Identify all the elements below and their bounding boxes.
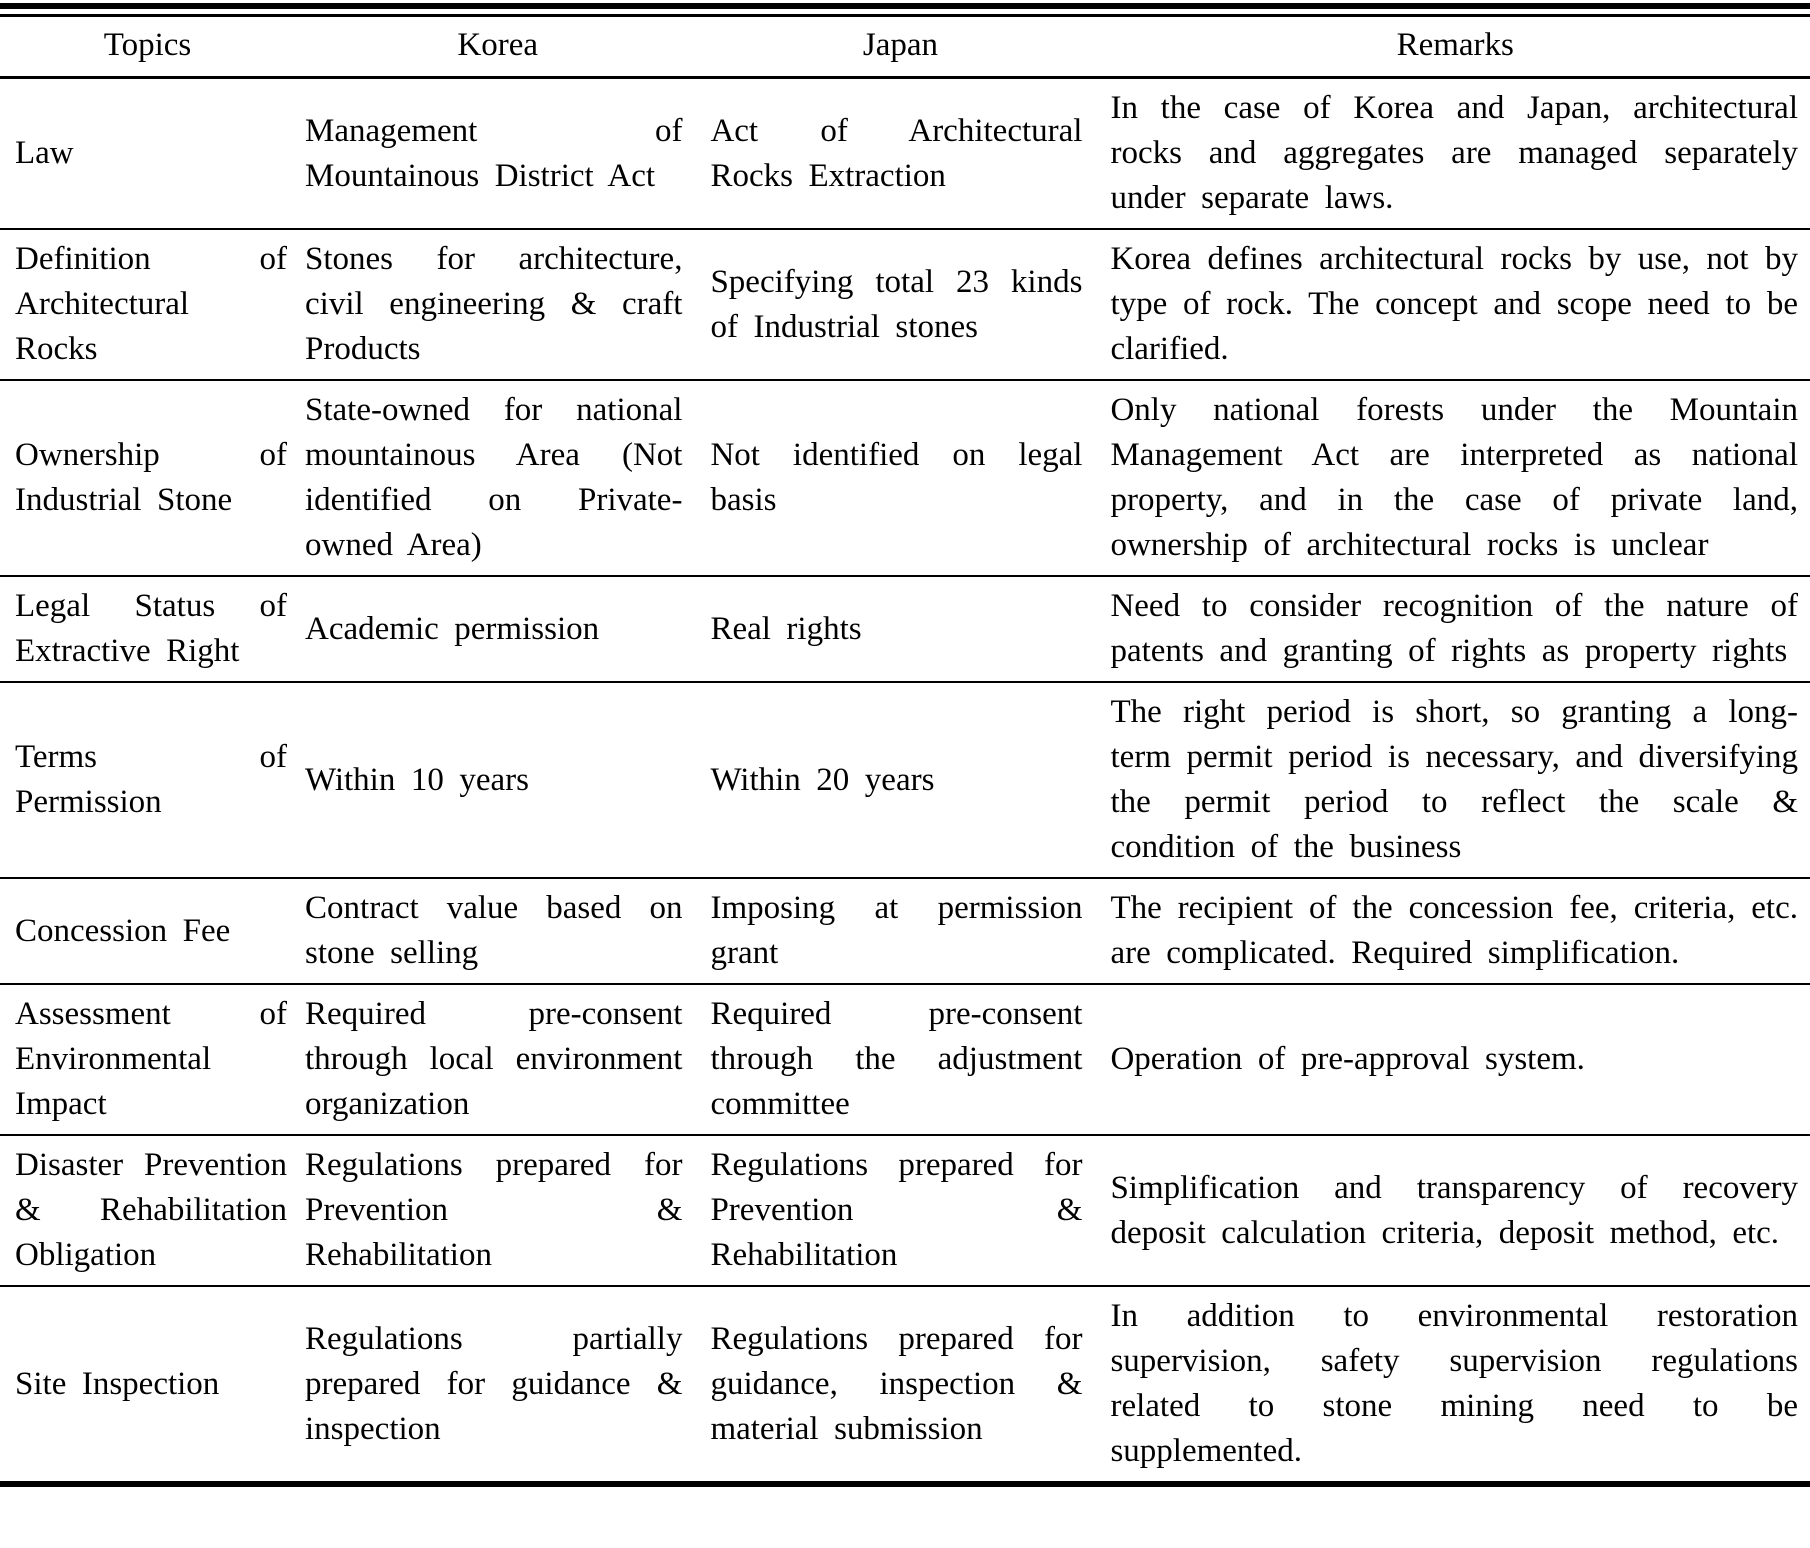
japan-cell: Not identified on legal basis: [700, 380, 1100, 576]
table-row: [0, 984, 1810, 1135]
remarks-cell: In addition to environmental restoration supervision, safety supervision regulations related to stone mining need to be supplemented.: [1110, 1298, 1798, 1469]
topic-cell: Site Inspection: [15, 1365, 220, 1402]
table-row: [0, 1135, 1810, 1286]
column-header-remarks: Remarks: [1100, 17, 1810, 78]
korea-cell: Contract value based on stone selling: [295, 878, 700, 984]
japan-cell: Act of Architectural Rocks Extraction: [700, 78, 1100, 230]
korea-cell: Management of Mountainous District Act: [295, 78, 700, 230]
japan-cell: Imposing at permission grant: [700, 878, 1100, 984]
table-row: [0, 380, 1810, 576]
table-row: [0, 576, 1810, 682]
remarks-cell: Only national forests under the Mountain Management Act are interpreted as national property, and in the case of private land, ownership of architectural rocks is unclear: [1100, 380, 1810, 576]
comparison-table: [0, 17, 1810, 1481]
remarks-cell: Korea defines architectural rocks by use, not by type of rock. The concept and scope need to be clarified.: [1100, 229, 1810, 380]
table-body: [0, 78, 1810, 1482]
remarks-cell: The recipient of the concession fee, criteria, etc. are complicated. Required simplification.: [1100, 878, 1810, 984]
korea-cell: Stones for architecture, civil engineering & craft Products: [295, 229, 700, 380]
remarks-cell: Need to consider recognition of the nature of patents and granting of rights as property rights: [1100, 576, 1810, 682]
korea-cell: Regulations partially prepared for guidance & inspection: [305, 1320, 683, 1447]
remarks-cell: In the case of Korea and Japan, architectural rocks and aggregates are managed separately under separate laws.: [1100, 78, 1810, 230]
table-row: [0, 78, 1810, 230]
korea-cell: Regulations prepared for Prevention & Rehabilitation: [295, 1135, 700, 1286]
table-row: [0, 878, 1810, 984]
topic-cell: Law: [0, 78, 295, 230]
japan-cell: Specifying total 23 kinds of Industrial stones: [700, 229, 1100, 380]
topic-cell: Ownership of Industrial Stone: [0, 380, 295, 576]
topic-cell: Concession Fee: [0, 878, 295, 984]
korea-cell: State-owned for national mountainous Area (Not identified on Private-owned Area): [295, 380, 700, 576]
bottom-rule: [0, 1481, 1810, 1487]
korea-cell: Academic permission: [295, 576, 700, 682]
column-header-japan: Japan: [700, 17, 1100, 78]
topic-cell: Disaster Prevention & Rehabilitation Obligation: [0, 1135, 295, 1286]
header-row: [0, 17, 1810, 78]
korea-cell: Required pre-consent through local environment organization: [295, 984, 700, 1135]
topic-cell: Terms of Permission: [0, 682, 295, 878]
table-row: [0, 229, 1810, 380]
remarks-cell: Simplification and transparency of recovery deposit calculation criteria, deposit method, etc.: [1100, 1135, 1810, 1286]
japan-cell: Regulations prepared for guidance, inspection & material submission: [710, 1320, 1083, 1447]
table-header: [0, 17, 1810, 78]
topic-cell: Definition of Architectural Rocks: [0, 229, 295, 380]
column-header-korea: Korea: [295, 17, 700, 78]
japan-cell: Regulations prepared for Prevention & Rehabilitation: [700, 1135, 1100, 1286]
japan-cell: Required pre-consent through the adjustment committee: [700, 984, 1100, 1135]
topic-cell: Legal Status of Extractive Right: [0, 576, 295, 682]
table-row: [0, 682, 1810, 878]
japan-cell: Real rights: [700, 576, 1100, 682]
topic-cell: Assessment of Environmental Impact: [0, 984, 295, 1135]
column-header-topics: Topics: [0, 17, 295, 78]
remarks-cell: Operation of pre-approval system.: [1100, 984, 1810, 1135]
table-row: [0, 1286, 1810, 1481]
korea-cell: Within 10 years: [295, 682, 700, 878]
remarks-cell: The right period is short, so granting a long-term permit period is necessary, and diversifying the permit period to reflect the scale & condition of the business: [1100, 682, 1810, 878]
japan-cell: Within 20 years: [700, 682, 1100, 878]
